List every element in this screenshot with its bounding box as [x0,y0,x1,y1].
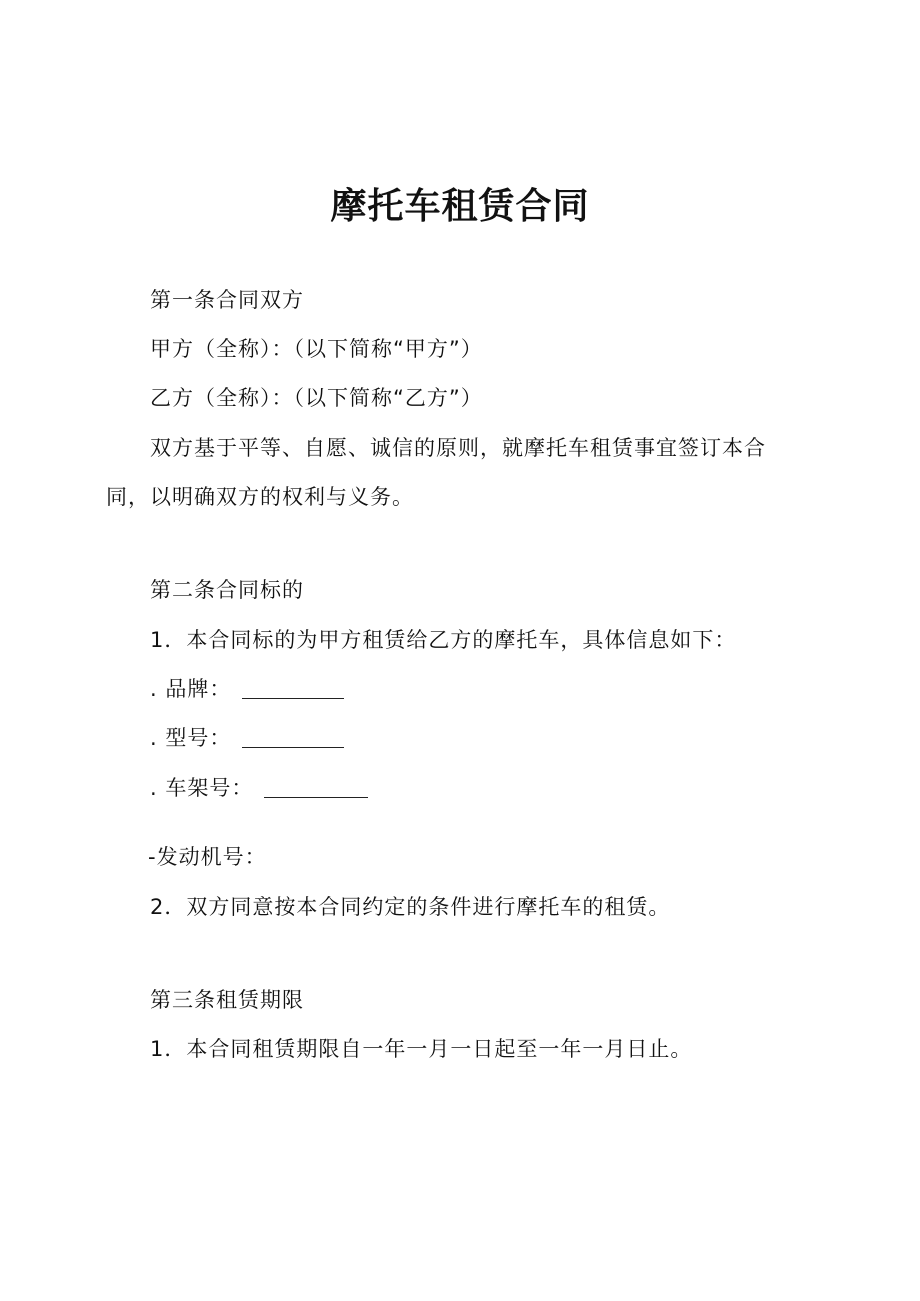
article3-heading: 第三条租赁期限 [150,988,304,1012]
article3-item1: 1．本合同租赁期限自一年一月一日起至一年一月日止。 [150,1037,693,1061]
frame-blank [264,779,368,798]
model-field [150,723,231,753]
model-blank [242,729,344,748]
frame-label: . 车架号： [150,776,254,800]
brand-blank [242,680,344,699]
party-a-line: 甲方（全称）：（以下简称“甲方”） [150,337,483,361]
intro-line-1: 双方基于平等、自愿、诚信的原则，就摩托车租赁事宜签订本合 [150,436,766,460]
brand-field [150,674,231,704]
frame-field [150,773,253,803]
party-b-line: 乙方（全称）：（以下简称“乙方”） [150,386,483,410]
brand-label: . 品牌： [150,677,232,701]
engine-label: -发动机号： [148,845,267,869]
intro-line-2: 同，以明确双方的权利与义务。 [106,485,414,509]
document-title: 摩托车租赁合同 [330,186,590,227]
model-label: . 型号： [150,726,232,750]
article1-heading: 第一条合同双方 [150,288,304,312]
article2-item1: 1．本合同标的为甲方租赁给乙方的摩托车，具体信息如下： [150,628,737,652]
article2-item2: 2．双方同意按本合同约定的条件进行摩托车的租赁。 [150,895,671,919]
article2-heading: 第二条合同标的 [150,578,304,602]
